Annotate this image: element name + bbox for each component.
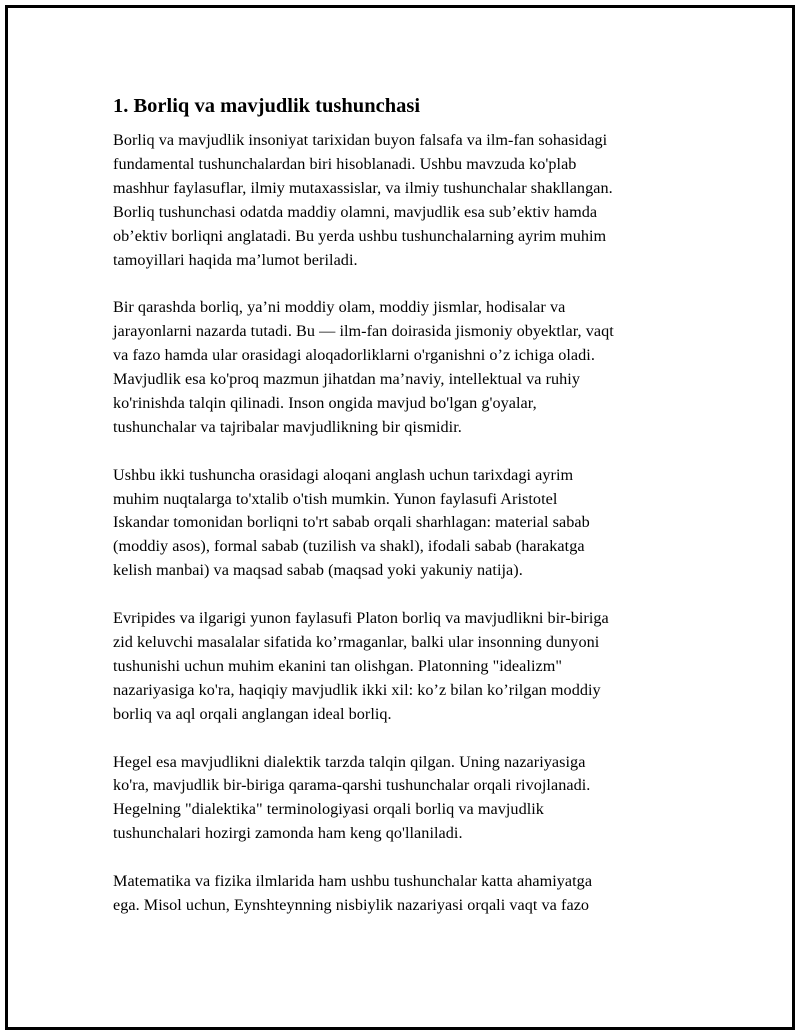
- paragraph-line: borliq va aql orqali anglangan ideal borliq.: [113, 704, 392, 723]
- paragraph-line: Borliq va mavjudlik insoniyat tarixidan buyon falsafa va ilm-fan sohasidagi: [113, 131, 608, 149]
- paragraph-line: ko'ra, mavjudlik bir-biriga qarama-qarshi tushunchalar orqali rivojlanadi.: [113, 776, 591, 795]
- paragraph-line: ob’ektiv borliqni anglatadi. Bu yerda ushbu tushunchalarning ayrim muhim: [113, 226, 607, 245]
- paragraph-line: tushunchalar va tajribalar mavjudlikning bir qismidir.: [113, 417, 462, 436]
- paragraph-line: Bir qarashda borliq, ya’ni moddiy olam, moddiy jismlar, hodisalar va: [113, 298, 566, 317]
- paragraph-2: [113, 296, 688, 439]
- paragraph-line: va fazo hamda ular orasidagi aloqadorliklarni o'rganishni o’z ichiga oladi.: [113, 346, 595, 365]
- paragraph-line: Ushbu ikki tushuncha orasidagi aloqani anglash uchun tarixdagi ayrim: [113, 465, 574, 484]
- paragraph-line: Borliq tushunchasi odatda maddiy olamni, mavjudlik esa sub’ektiv hamda: [113, 202, 598, 221]
- paragraph-line: zid keluvchi masalalar sifatida ko’rmaganlar, balki ular insonning dunyoni: [113, 632, 600, 651]
- paragraph-line: ega. Misol uchun, Eynshteynning nisbiylik nazariyasi orqali vaqt va fazo: [113, 895, 590, 914]
- paragraph-6: [113, 870, 688, 918]
- paragraph-line: muhim nuqtalarga to'xtalib o'tish mumkin. Yunon faylasufi Aristotel: [113, 489, 558, 508]
- paragraph-line: tamoyillari haqida ma’lumot beriladi.: [113, 250, 358, 269]
- paragraph-line: (moddiy asos), formal sabab (tuzilish va shakl), ifodali sabab (harakatga: [113, 537, 585, 556]
- paragraph-5: [113, 751, 688, 847]
- paragraph-line: mashhur faylasuflar, ilmiy mutaxassislar, va ilmiy tushunchalar shakllangan.: [113, 178, 613, 197]
- document-body: [113, 92, 688, 942]
- paragraph-line: ko'rinishda talqin qilinadi. Inson ongida mavjud bo'lgan g'oyalar,: [113, 393, 537, 412]
- paragraph-line: Evripides va ilgarigi yunon faylasufi Platon borliq va mavjudlikni bir-biriga: [113, 609, 609, 628]
- paragraph-line: Hegel esa mavjudlikni dialektik tarzda talqin qilgan. Uning nazariyasiga: [113, 752, 586, 771]
- paragraph-line: tushunishi uchun muhim ekanini tan olishgan. Platonning "idealizm": [113, 656, 563, 675]
- paragraph-line: Matematika va fizika ilmlarida ham ushbu tushunchalar katta ahamiyatga: [113, 872, 593, 891]
- paragraph-line: jarayonlarni nazarda tutadi. Bu — ilm-fan doirasida jismoniy obyektlar, vaqt: [113, 322, 614, 341]
- paragraph-line: Mavjudlik esa ko'proq mazmun jihatdan ma’naviy, intellektual va ruhiy: [113, 370, 580, 389]
- paragraph-1: [113, 129, 688, 272]
- paragraph-line: fundamental tushunchalardan biri hisoblanadi. Ushbu mavzuda ko'plab: [113, 154, 577, 173]
- paragraph-line: tushunchalari hozirgi zamonda ham keng qo'llaniladi.: [113, 824, 463, 843]
- section-heading: 1. Borliq va mavjudlik tushunchasi: [113, 95, 421, 117]
- paragraph-line: Iskandar tomonidan borliqni to'rt sabab orqali sharhlagan: material sabab: [113, 513, 590, 532]
- paragraph-line: Hegelning "dialektika" terminologiyasi orqali borliq va mavjudlik: [113, 800, 544, 819]
- paragraph-3: [113, 464, 688, 584]
- paragraph-line: nazariyasiga ko'ra, haqiqiy mavjudlik ikki xil: ko’z bilan ko’rilgan moddiy: [113, 680, 601, 699]
- paragraph-line: kelish manbai) va maqsad sabab (maqsad yoki yakuniy natija).: [113, 561, 523, 580]
- paragraph-4: [113, 607, 688, 727]
